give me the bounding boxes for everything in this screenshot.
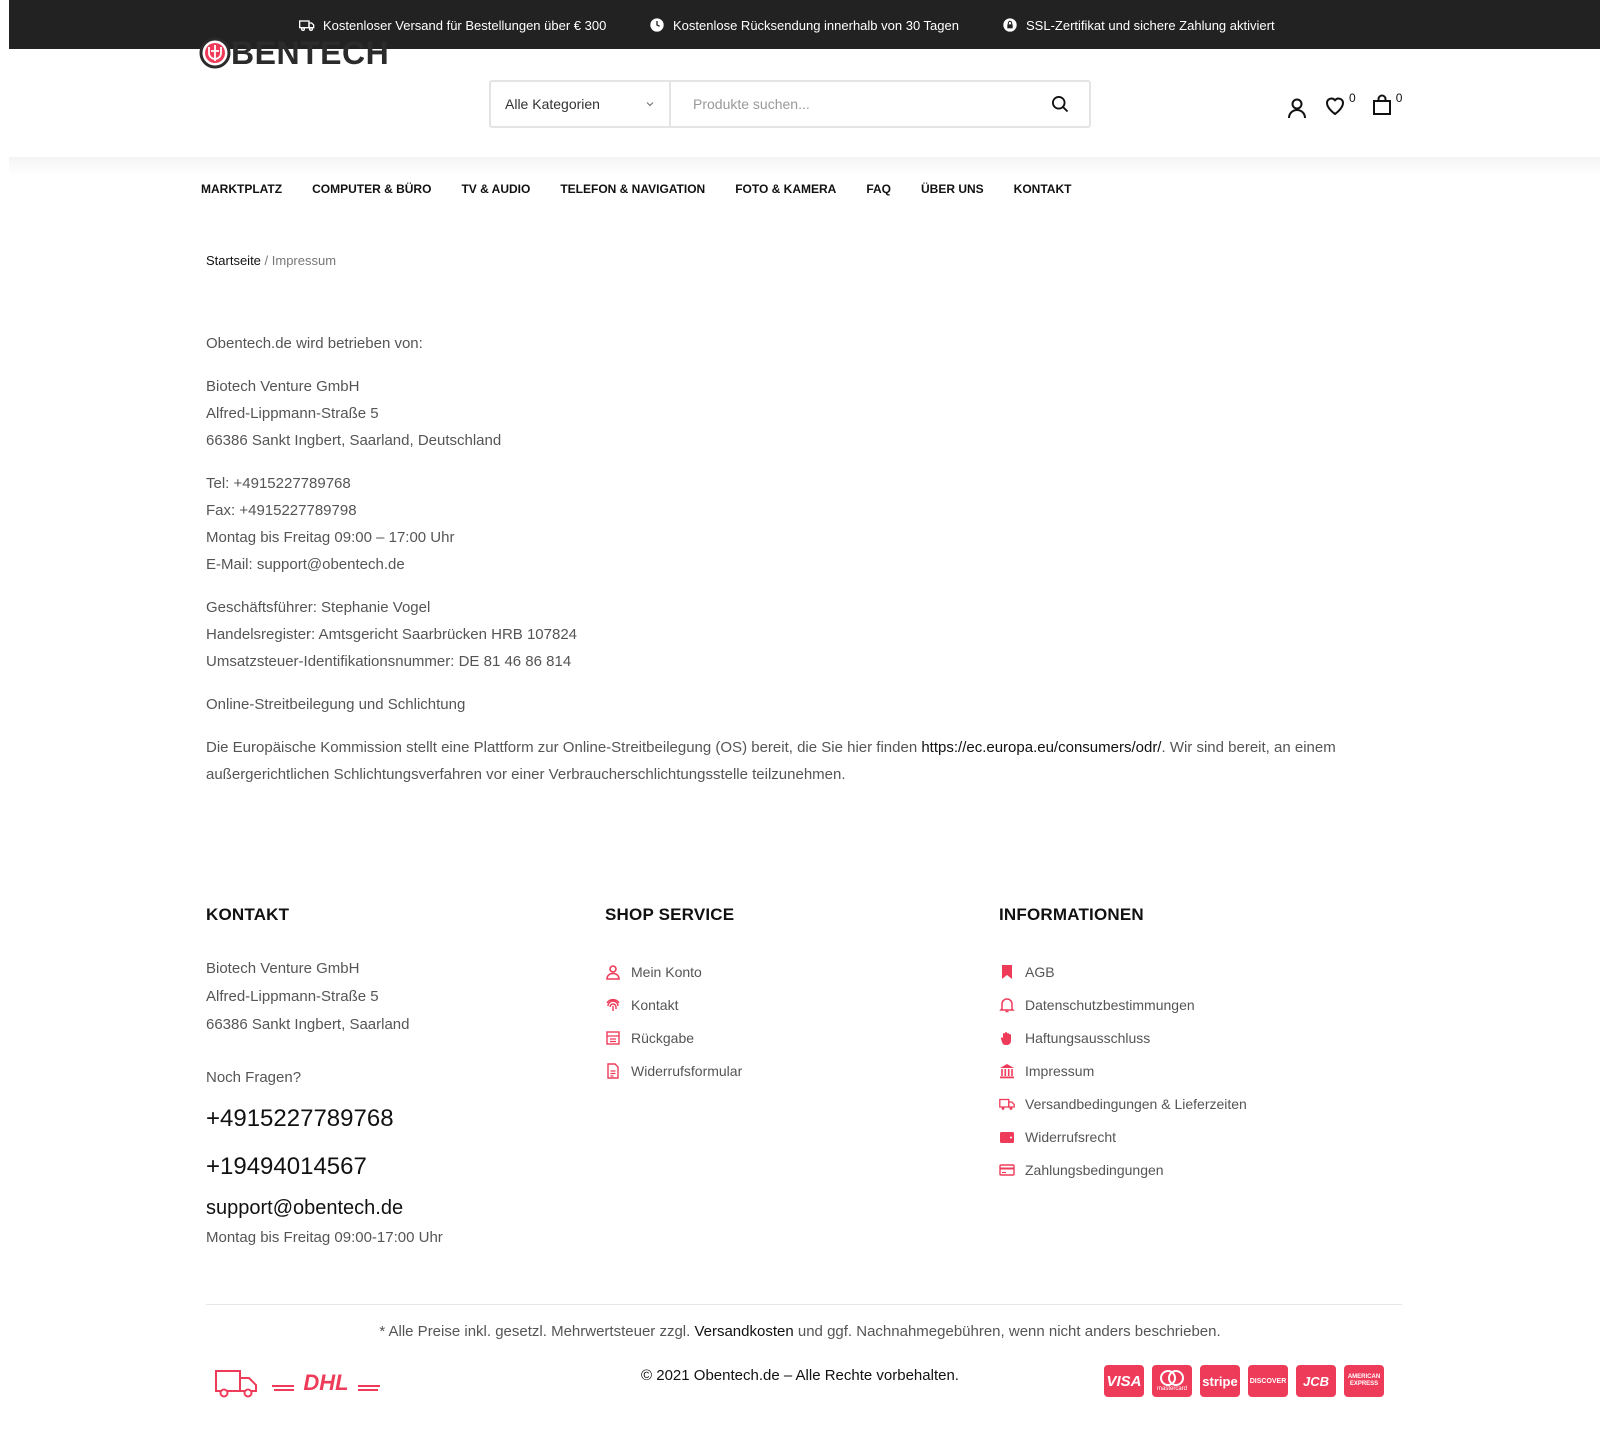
nav-item-kontakt[interactable]: KONTAKT: [1013, 182, 1072, 196]
header-actions: [1285, 93, 1402, 120]
dhl-logo: [272, 1371, 380, 1395]
nav-item-marktplatz[interactable]: MARKTPLATZ: [201, 182, 283, 196]
footer-address: [206, 955, 566, 1039]
email-line: E-Mail: support@obentech.de: [206, 556, 405, 573]
price-note-text: * Alle Preise inkl. gesetzl. Mehrwertsteuer zzgl.: [379, 1323, 695, 1340]
footer-link-label: Kontakt: [631, 996, 679, 1013]
address-line: Biotech Venture GmbH: [206, 378, 360, 395]
footer-question: Noch Fragen?: [206, 1069, 302, 1086]
footer-link-label: Haftungsausschluss: [1025, 1029, 1151, 1046]
company-address: [206, 373, 1386, 454]
wishlist-count: 0: [1349, 91, 1356, 105]
topbar-text: Kostenlose Rücksendung innerhalb von 30 Tagen: [673, 17, 959, 33]
mastercard-circles-icon: [1159, 1370, 1185, 1386]
nav-item-faq[interactable]: FAQ: [866, 182, 891, 196]
shopping-bag-icon: [1370, 93, 1394, 117]
impressum-content: [206, 330, 1386, 804]
footer-link-haftungsausschluss[interactable]: [999, 1021, 1399, 1054]
footer-informationen: [999, 905, 1399, 1186]
footer-link-widerrufsrecht[interactable]: [999, 1120, 1399, 1153]
odr-heading: Online-Streitbeilegung und Schlichtung: [206, 696, 466, 713]
payment-logos: [1104, 1365, 1384, 1397]
logo-text: BENTECH: [231, 35, 390, 71]
delivery-truck-icon: [214, 1367, 258, 1399]
price-note-text: und ggf. Nachnahmegebühren, wenn nicht anders beschrieben.: [793, 1323, 1221, 1340]
footer-link-mein-konto[interactable]: [605, 955, 965, 988]
shipping-cost-link[interactable]: Versandkosten: [694, 1323, 794, 1340]
search-icon: [1050, 94, 1070, 114]
footer-link-label: Zahlungsbedingungen: [1025, 1161, 1164, 1178]
amex-logo: AMERICAN EXPRESS: [1344, 1365, 1384, 1397]
address-line: Biotech Venture GmbH: [206, 960, 360, 977]
nav-item-telefon-navigation[interactable]: TELEFON & NAVIGATION: [560, 182, 706, 196]
odr-text: Die Europäische Kommission stellt eine Plattform zur Online-Streitbeilegung (OS) bereit, die Sie hier finden: [206, 739, 922, 756]
nav-item-foto-kamera[interactable]: FOTO & KAMERA: [735, 182, 837, 196]
nav-item-ueber-uns[interactable]: ÜBER UNS: [921, 182, 984, 196]
user-icon: [1285, 96, 1309, 120]
return-icon: [605, 1030, 621, 1046]
bell-icon: [999, 997, 1015, 1013]
nav-item-computer-buero[interactable]: COMPUTER & BÜRO: [312, 182, 432, 196]
footer-link-label: Datenschutzbestimmungen: [1025, 996, 1195, 1013]
footer-link-agb[interactable]: [999, 955, 1399, 988]
document-icon: [605, 1063, 621, 1079]
address-line: Alfred-Lippmann-Straße 5: [206, 405, 379, 422]
fax-line: Fax: +4915227789798: [206, 502, 357, 519]
fingerprint-icon: [605, 997, 621, 1013]
footer-heading: SHOP SERVICE: [605, 905, 735, 924]
user-icon: [605, 964, 621, 980]
footer-link-label: Rückgabe: [631, 1029, 695, 1046]
contact-details: [206, 470, 1386, 578]
vat-id: Umsatzsteuer-Identifikationsnummer: DE 81 46 86 814: [206, 653, 572, 670]
footer-link-kontakt[interactable]: [605, 988, 965, 1021]
price-note: [0, 1323, 1600, 1340]
jcb-logo: JCB: [1296, 1365, 1336, 1397]
heart-icon: [1323, 93, 1347, 117]
mastercard-text: mastercard: [1156, 1386, 1187, 1392]
phone-line: Tel: +4915227789768: [206, 475, 351, 492]
footer-link-label: Widerrufsformular: [631, 1062, 743, 1079]
trade-register: Handelsregister: Amtsgericht Saarbrücken HRB 107824: [206, 626, 578, 643]
logo-icon: [199, 37, 231, 69]
logo[interactable]: [199, 37, 389, 69]
dhl-text: DHL: [303, 1371, 349, 1395]
stripe-logo: stripe: [1200, 1365, 1240, 1397]
footer-link-zahlungsbedingungen[interactable]: [999, 1153, 1399, 1186]
truck-icon: [299, 17, 315, 33]
topbar-item-ssl: [1002, 17, 1275, 33]
visa-logo: VISA: [1104, 1365, 1144, 1397]
footer-link-widerrufsformular[interactable]: [605, 1054, 965, 1087]
cart-button[interactable]: [1370, 93, 1403, 117]
copyright: © 2021 Obentech.de – Alle Rechte vorbehalten.: [641, 1367, 959, 1384]
hand-icon: [999, 1030, 1015, 1046]
topbar-text: Kostenloser Versand für Bestellungen über € 300: [323, 17, 607, 33]
main-nav: [201, 182, 1101, 196]
footer-link-label: Impressum: [1025, 1062, 1095, 1079]
footer-email[interactable]: support@obentech.de: [206, 1197, 404, 1219]
footer-link-versandbedingungen[interactable]: [999, 1087, 1399, 1120]
wallet-icon: [999, 1129, 1015, 1145]
wishlist-button[interactable]: [1323, 93, 1356, 117]
chevron-down-icon: [645, 99, 655, 109]
search-input[interactable]: [671, 82, 1031, 126]
search-bar: [489, 80, 1091, 128]
lock-icon: [1002, 17, 1018, 33]
odr-text: . Wir sind bereit, an einem außergerichtlichen Schlichtungsverfahren vor einer Verbraucherschlichtungsstelle teilzunehmen.: [206, 739, 1336, 783]
footer-hours: Montag bis Freitag 09:00-17:00 Uhr: [206, 1229, 443, 1246]
footer-link-label: Versandbedingungen & Lieferzeiten: [1025, 1095, 1247, 1112]
footer-heading: INFORMATIONEN: [999, 905, 1144, 924]
address-line: 66386 Sankt Ingbert, Saarland, Deutschland: [206, 432, 502, 449]
footer-shop-service: [605, 905, 965, 1087]
footer-contact: [206, 905, 566, 1252]
bookmark-icon: [999, 964, 1015, 980]
clock-icon: [649, 17, 665, 33]
footer-link-rueckgabe[interactable]: [605, 1021, 965, 1054]
breadcrumb: [206, 253, 336, 268]
cart-count: 0: [1395, 91, 1403, 105]
managing-director: Geschäftsführer: Stephanie Vogel: [206, 599, 431, 616]
category-select-value: Alle Kategorien: [505, 96, 600, 112]
hours-line: Montag bis Freitag 09:00 – 17:00 Uhr: [206, 529, 455, 546]
bank-icon: [999, 1063, 1015, 1079]
footer-link-label: AGB: [1025, 963, 1055, 980]
footer-link-impressum[interactable]: [999, 1054, 1399, 1087]
address-line: Alfred-Lippmann-Straße 5: [206, 988, 379, 1005]
discover-logo: DISCOVER: [1248, 1365, 1288, 1397]
breadcrumb-current: Impressum: [271, 253, 337, 268]
footer-link-datenschutz[interactable]: [999, 988, 1399, 1021]
footer-divider: [206, 1304, 1402, 1305]
credit-card-icon: [999, 1162, 1015, 1178]
topbar-item-returns: [649, 17, 959, 33]
search-button[interactable]: [1031, 82, 1089, 126]
topbar-text: SSL-Zertifikat und sichere Zahlung aktiviert: [1026, 17, 1275, 33]
footer-phone[interactable]: +4915227789768: [206, 1105, 394, 1132]
breadcrumb-home[interactable]: Startseite: [206, 253, 261, 268]
footer-phone[interactable]: +19494014567: [206, 1153, 367, 1180]
intro-text: Obentech.de wird betrieben von:: [206, 335, 423, 352]
mastercard-logo: [1152, 1365, 1192, 1397]
topbar-item-shipping: [299, 17, 606, 33]
shipping-logos: [214, 1367, 380, 1399]
footer-heading: KONTAKT: [206, 905, 290, 924]
truck-icon: [999, 1096, 1015, 1112]
legal-details: [206, 594, 1386, 675]
footer-link-label: Mein Konto: [631, 963, 702, 980]
category-select[interactable]: [491, 82, 671, 126]
breadcrumb-separator: /: [260, 253, 272, 268]
nav-item-tv-audio[interactable]: TV & AUDIO: [461, 182, 531, 196]
odr-link[interactable]: https://ec.europa.eu/consumers/odr/: [921, 739, 1162, 756]
footer-link-label: Widerrufsrecht: [1025, 1128, 1117, 1145]
odr-paragraph: [206, 734, 1386, 788]
account-button[interactable]: [1285, 96, 1309, 120]
address-line: 66386 Sankt Ingbert, Saarland: [206, 1016, 410, 1033]
